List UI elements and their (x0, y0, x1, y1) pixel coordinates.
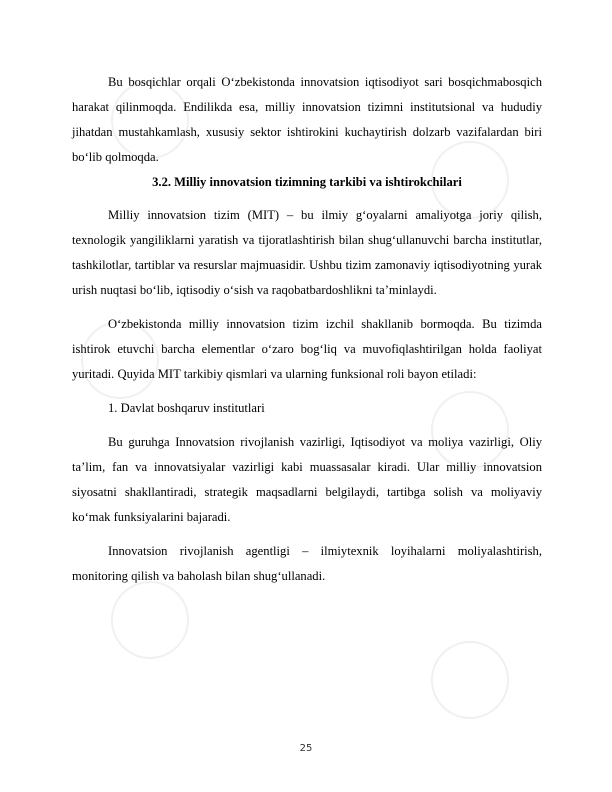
paragraph-intro: Bu bosqichlar orqali O‘zbekistonda innovatsion iqtisodiyot sari bosqichmabosqich harakat qilinmoqda. Endilikda esa, milliy innovatsion tizimni institutsional va hududiy jihatdan mustahkamlash, xususiy sektor ishtirokini kuchaytirish dolzarb vazifalardan biri bo‘lib qolmoqda. (72, 75, 542, 164)
paragraph-mit-definition: Milliy innovatsion tizim (MIT) – bu ilmiy g‘oyalarni amaliyotga joriy qilish, texnologik yangiliklarni yaratish va tijoratlashtirish bilan shug‘ullanuvchi barcha institutlar, tashkilotlar, tartiblar va resurslar majmuasidir. Ushbu tizim zamonaviy iqtisodiyotning yurak urish nuqtasi bo‘lib, iqtisodiy o‘sish va raqobatbardoshlikni ta’minlaydi. (72, 208, 542, 297)
paragraph-state-institutions: Bu guruhga Innovatsion rivojlanish vazirligi, Iqtisodiyot va moliya vazirligi, Oliy ta’lim, fan va innovatsiyalar vazirligi kabi muassasalar kiradi. Ular milliy innovatsion siyosatni shakllantiradi, strategik maqsadlarni belgilaydi, tartibga solish va moliyaviy ko‘mak funksiyalarini bajaradi. (72, 435, 542, 524)
list-item-state-institutions: 1. Davlat boshqaruv institutlari (108, 401, 265, 415)
paragraph-mit-uzbekistan: O‘zbekistonda milliy innovatsion tizim izchil shakllanib bormoqda. Bu tizimda ishtirok etuvchi barcha elementlar o‘zaro bog‘liq va muvofiqlashtirilgan holda faoliyat yuritadi. Quyida MIT tarkibiy qismlari va ularning funksional roli bayon etiladi: (72, 317, 542, 381)
page-number: 25 (299, 743, 313, 754)
document-body (72, 70, 542, 589)
section-heading: 3.2. Milliy innovatsion tizimning tarkibi va ishtirokchilari (152, 175, 462, 189)
paragraph-innovation-agency: Innovatsion rivojlanish agentligi – ilmiytexnik loyihalarni moliyalashtirish, monitoring qilish va baholash bilan shug‘ullanadi. (72, 544, 542, 583)
